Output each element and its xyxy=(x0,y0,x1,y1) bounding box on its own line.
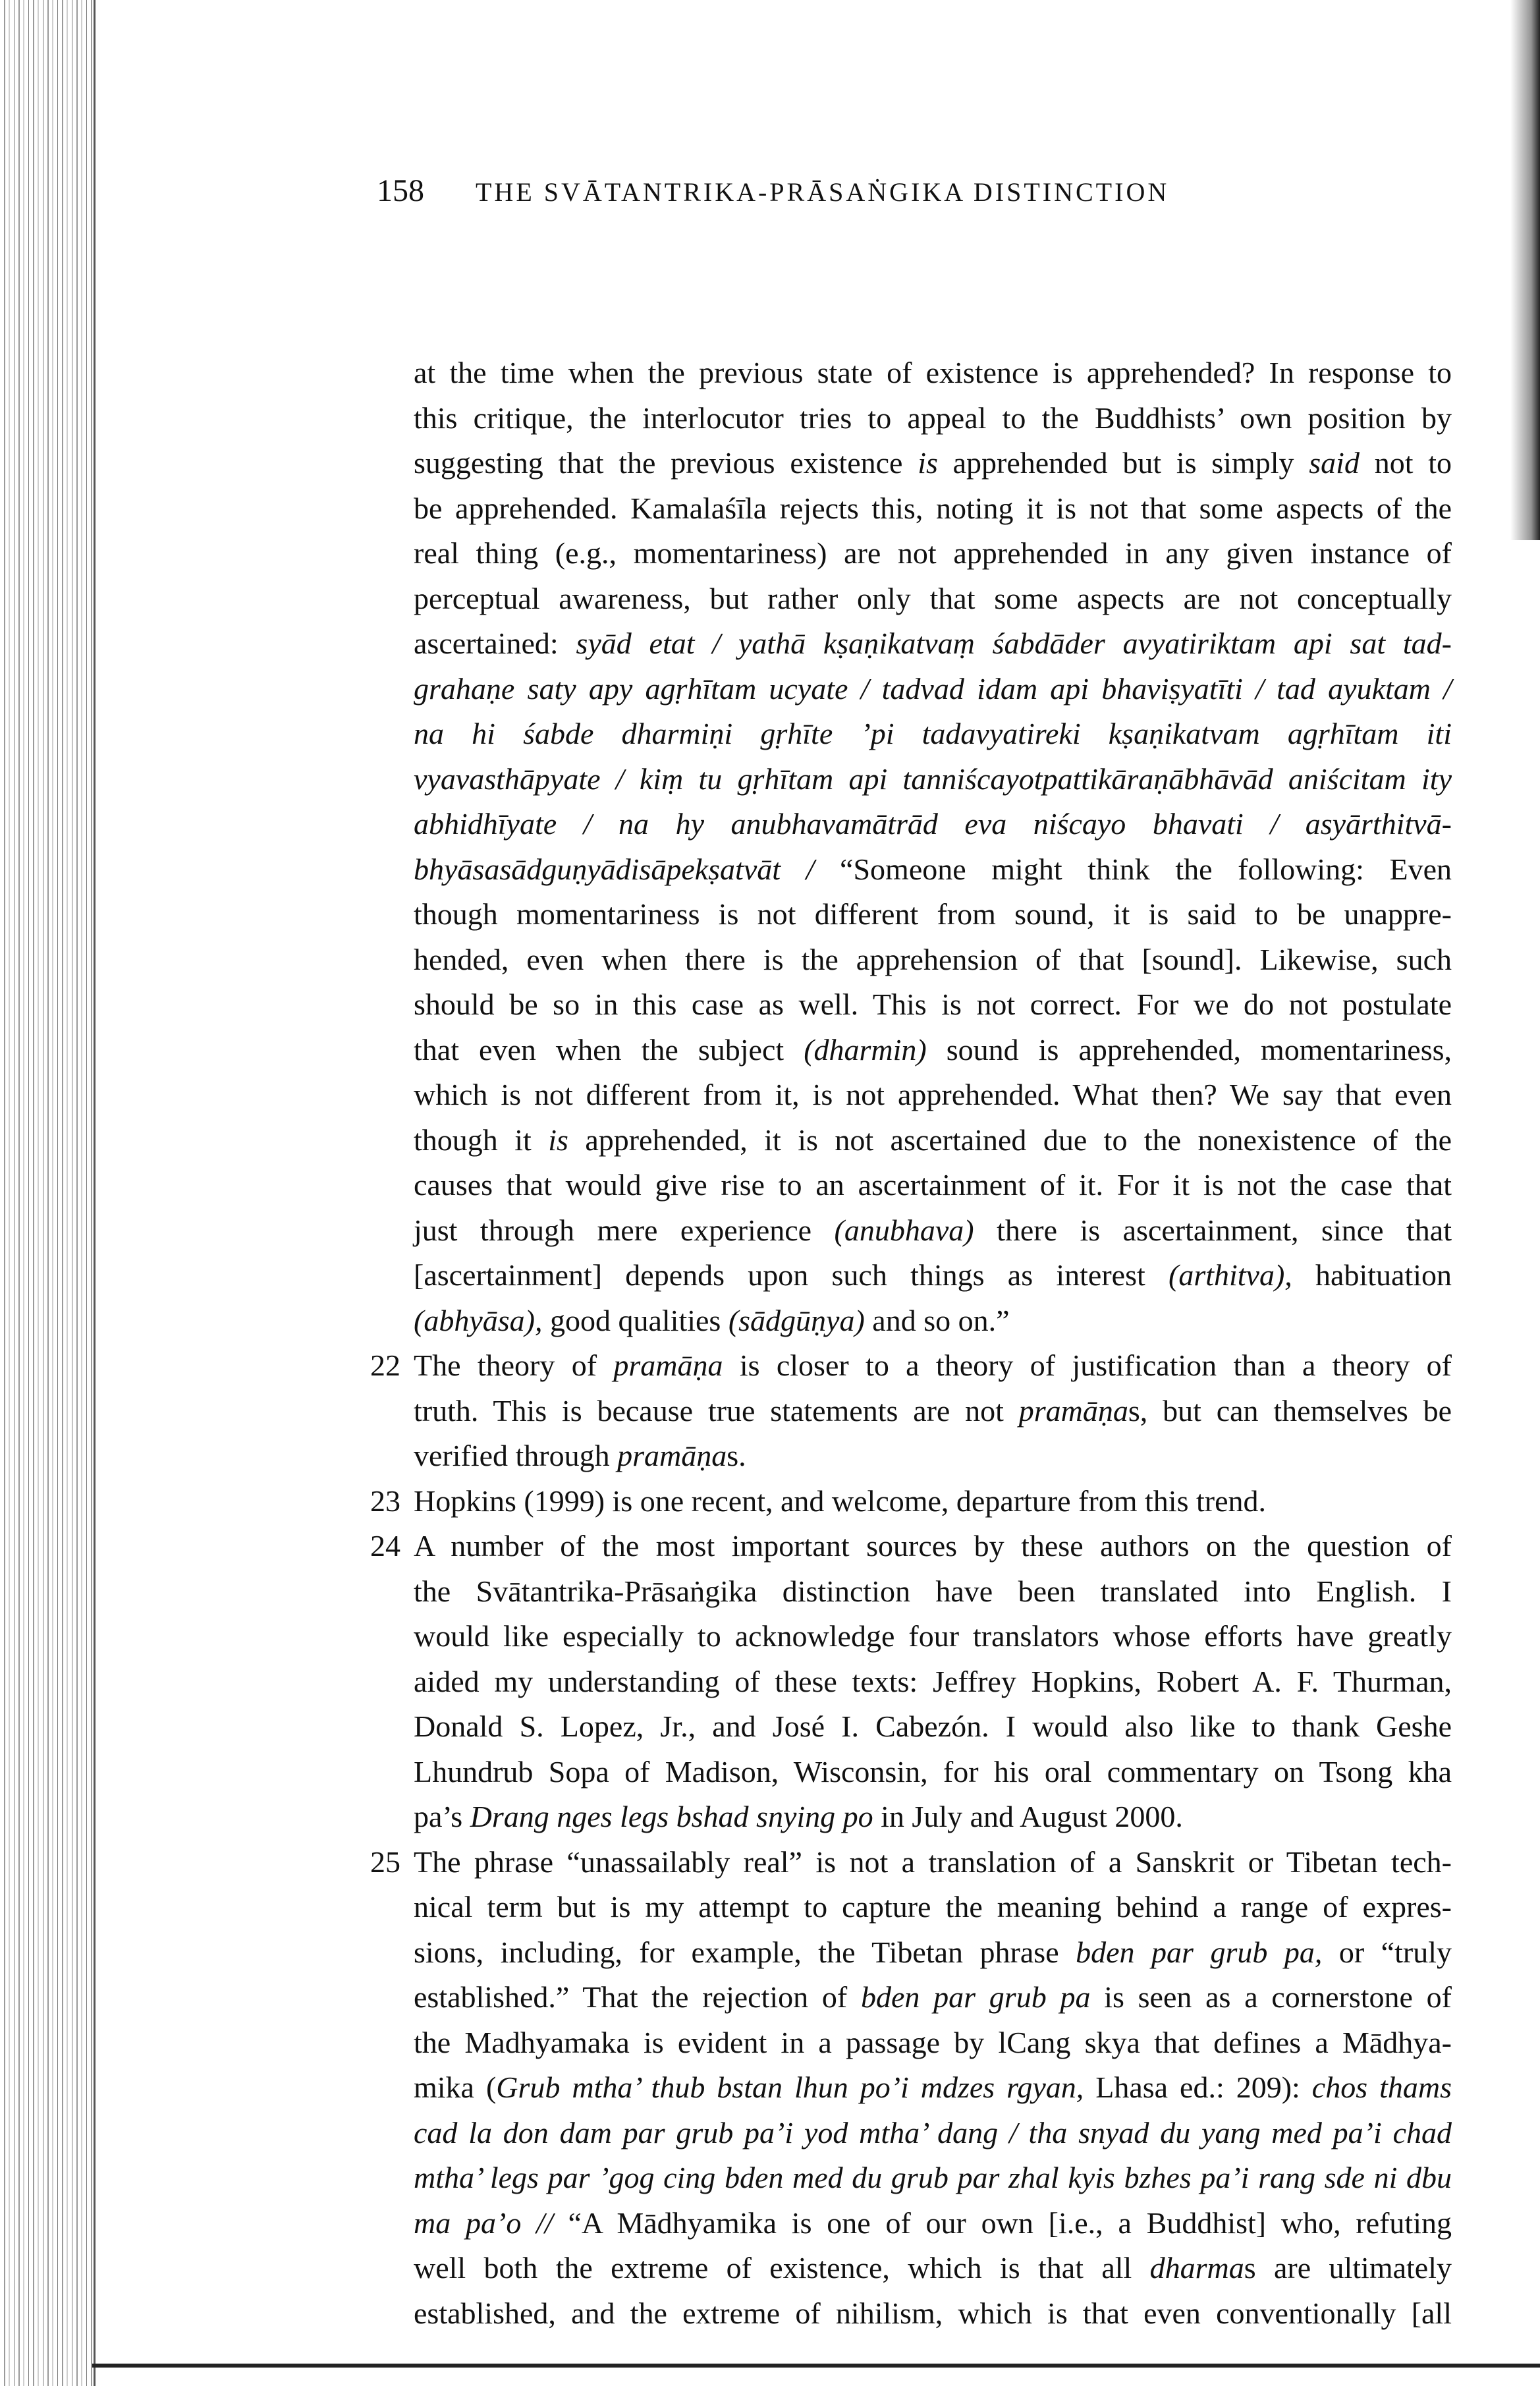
text-line xyxy=(414,2246,1452,2291)
text-line xyxy=(414,1298,1452,1344)
text-run: would like especially to acknowledge four translators whose efforts have greatly xyxy=(414,1619,1452,1653)
italic-text: ma pa’o // xyxy=(414,2206,568,2240)
text-run: pa’s xyxy=(414,1800,470,1833)
text-run: “Someone might think the following: Even xyxy=(840,852,1452,886)
italic-text: abhidhīyate / na hy anubhavamātrād eva niścayo bhavati / asyārthitvā- xyxy=(414,807,1452,841)
text-line xyxy=(414,576,1452,622)
text-line xyxy=(414,2111,1452,2156)
text-run: real thing (e.g., momentariness) are not apprehended in any given instance of xyxy=(414,536,1452,570)
text-run: apprehended but is simply xyxy=(937,446,1309,480)
text-line xyxy=(414,1930,1452,1976)
text-line xyxy=(414,1704,1452,1750)
text-run: established, and the extreme of nihilism, which is that even conventionally [all xyxy=(414,2296,1452,2330)
text-line xyxy=(414,2201,1452,2246)
italic-text: is xyxy=(918,446,938,480)
italic-text: bden par grub pa, xyxy=(1076,1935,1323,1969)
text-run: the Madhyamaka is evident in a passage by lCang skya that defines a Mādhya- xyxy=(414,2025,1452,2059)
italic-text: Grub mtha’ thub bstan lhun po’i mdzes rgyan, xyxy=(496,2070,1084,2104)
text-line xyxy=(370,1524,1452,1569)
text-run: not to xyxy=(1359,446,1452,480)
text-line xyxy=(414,1028,1452,1073)
text-run: in July and August 2000. xyxy=(873,1800,1183,1833)
scan-binding-edge xyxy=(0,0,96,2386)
italic-text: mtha’ legs par ’gog cing bden med du grub par zhal kyis bzhes pa’i rang sde ni dbu xyxy=(414,2161,1452,2194)
text-run: be apprehended. Kamalaśīla rejects this, noting it is not that some aspects of the xyxy=(414,491,1452,525)
italic-text: dharma xyxy=(1149,2251,1244,2285)
text-run: aided my understanding of these texts: Jeffrey Hopkins, Robert A. F. Thurman, xyxy=(414,1664,1452,1698)
text-run: there is ascertainment, since that xyxy=(974,1213,1452,1247)
text-line xyxy=(414,1614,1452,1659)
note-number: 24 xyxy=(370,1529,400,1563)
text-run: perceptual awareness, but rather only that some aspects are not conceptually xyxy=(414,581,1452,615)
text-run: sound is apprehended, momentariness, xyxy=(926,1032,1452,1067)
text-run: established.” That the rejection of xyxy=(414,1980,861,2014)
text-run: this critique, the interlocutor tries to appeal to the Buddhists’ own position by xyxy=(414,401,1452,435)
text-run: or “truly xyxy=(1322,1935,1452,1969)
italic-text: (abhyāsa), xyxy=(414,1303,543,1337)
text-run: apprehended, it is not ascertained due to the nonexistence of the xyxy=(568,1123,1452,1157)
italic-text: is xyxy=(548,1123,568,1157)
italic-text: grahaṇe saty apy agṛhītam ucyate / tadvad idam api bhaviṣyatīti / tad ayuktam / xyxy=(414,671,1452,706)
text-run: Hopkins (1999) is one recent, and welcome, departure from this trend. xyxy=(414,1484,1266,1518)
text-line xyxy=(414,847,1452,893)
text-run: well both the extreme of existence, which is that all xyxy=(414,2251,1150,2285)
italic-text: chos thams xyxy=(1311,2070,1452,2104)
text-line xyxy=(414,531,1452,576)
note-number: 23 xyxy=(370,1484,400,1518)
text-line xyxy=(414,1163,1452,1208)
text-line xyxy=(370,1343,1452,1389)
text-run: nical term but is my attempt to capture the meaning behind a range of expres- xyxy=(414,1890,1452,1924)
text-line xyxy=(414,1433,1452,1479)
text-run: good qualities xyxy=(542,1303,729,1337)
text-run: is seen as a cornerstone of xyxy=(1090,1980,1452,2014)
text-line xyxy=(414,1569,1452,1615)
text-line xyxy=(414,937,1452,983)
italic-text: (arthitva), xyxy=(1169,1258,1292,1292)
text-run: s, but can themselves be xyxy=(1128,1393,1452,1428)
text-line xyxy=(414,711,1452,757)
text-run: is closer to a theory of justification than a theory of xyxy=(723,1348,1452,1382)
text-run: just through mere experience xyxy=(414,1213,835,1247)
text-run: habituation xyxy=(1292,1258,1452,1292)
text-run: s are ultimately xyxy=(1244,2251,1452,2285)
text-run: ascertained: xyxy=(414,626,576,660)
text-line xyxy=(414,2020,1452,2066)
text-line xyxy=(414,757,1452,802)
text-line xyxy=(414,982,1452,1028)
italic-text: pramāṇa xyxy=(617,1439,727,1472)
text-run: though it xyxy=(414,1123,549,1157)
text-line xyxy=(414,802,1452,847)
page-edge-shadow xyxy=(1510,0,1540,540)
text-line xyxy=(414,1794,1452,1840)
endnote-24 xyxy=(370,1524,1452,1840)
italic-text: bhyāsasādguṇyādisāpekṣatvāt / xyxy=(414,852,840,886)
text-line xyxy=(414,2065,1452,2111)
text-run: The phrase “unassailably real” is not a translation of a Sanskrit or Tibetan tech- xyxy=(414,1845,1452,1879)
text-line xyxy=(414,892,1452,937)
page-number: 158 xyxy=(377,173,424,208)
text-run: should be so in this case as well. This is not correct. For we do not postulate xyxy=(414,987,1452,1021)
italic-text: na hi śabde dharmiṇi gṛhīte ’pi tadavyatireki kṣaṇikatvam agṛhītam iti xyxy=(414,717,1452,750)
note-number: 22 xyxy=(370,1348,400,1382)
text-run: Lhasa ed.: 209): xyxy=(1084,2070,1312,2104)
text-run: causes that would give rise to an ascertainment of it. For it is not the case that xyxy=(414,1168,1452,1202)
italic-text: (anubhava) xyxy=(834,1213,974,1247)
text-line xyxy=(414,2155,1452,2201)
italic-text: pramāṇa xyxy=(1018,1393,1128,1428)
text-line xyxy=(414,1885,1452,1930)
italic-text: (dharmin) xyxy=(804,1032,927,1067)
text-run: “A Mādhyamika is one of our own [i.e., a Buddhist] who, refuting xyxy=(568,2206,1452,2240)
text-run: Lhundrub Sopa of Madison, Wisconsin, for his oral commentary on Tsong kha xyxy=(414,1754,1452,1789)
text-run: Donald S. Lopez, Jr., and José I. Cabezón. I would also like to thank Geshe xyxy=(414,1709,1452,1743)
italic-text: said xyxy=(1309,446,1360,480)
text-line xyxy=(370,1840,1452,1885)
text-line xyxy=(414,441,1452,486)
text-run: s. xyxy=(727,1439,746,1472)
text-run: suggesting that the previous existence xyxy=(414,446,918,480)
text-line xyxy=(414,486,1452,532)
text-line xyxy=(414,621,1452,667)
text-run: sions, including, for example, the Tibetan phrase xyxy=(414,1935,1076,1969)
endnote-continuation xyxy=(414,350,1452,1343)
text-line xyxy=(414,1072,1452,1118)
text-line xyxy=(414,1253,1452,1298)
text-run: mika ( xyxy=(414,2070,497,2104)
endnote-23 xyxy=(370,1479,1452,1524)
text-line xyxy=(414,1975,1452,2020)
endnote-22 xyxy=(370,1343,1452,1479)
text-line xyxy=(414,1118,1452,1163)
italic-text: bden par grub pa xyxy=(860,1980,1091,2014)
text-line xyxy=(414,1750,1452,1795)
text-line xyxy=(414,1208,1452,1254)
text-run: which is not different from it, is not apprehended. What then? We say that even xyxy=(414,1078,1452,1111)
scan-bottom-edge xyxy=(92,2364,1540,2368)
text-line xyxy=(414,350,1452,396)
italic-text: Drang nges legs bshad snying po xyxy=(470,1800,873,1833)
text-line xyxy=(414,396,1452,441)
italic-text: (sādgūṇya) xyxy=(728,1303,865,1337)
text-run: verified through xyxy=(414,1439,618,1472)
text-run: [ascertainment] depends upon such things as interest xyxy=(414,1258,1169,1292)
italic-text: vyavasthāpyate / kiṃ tu gṛhītam api tanniścayotpattikāraṇābhāvād aniścitam ity xyxy=(414,762,1452,796)
text-run: The theory of xyxy=(414,1348,614,1382)
text-line xyxy=(414,2291,1452,2337)
text-run: at the time when the previous state of existence is apprehended? In response to xyxy=(414,356,1452,389)
text-run: and so on.” xyxy=(864,1303,1010,1337)
text-run: the Svātantrika-Prāsaṅgika distinction have been translated into English. I xyxy=(414,1574,1452,1608)
text-line xyxy=(414,1659,1452,1705)
text-run: that even when the subject xyxy=(414,1032,804,1067)
text-run: hended, even when there is the apprehension of that [sound]. Likewise, such xyxy=(414,942,1452,976)
italic-text: cad la don dam par grub pa’i yod mtha’ dang / tha snyad du yang med pa’i chad xyxy=(414,2115,1452,2150)
running-title: THE SVĀTANTRIKA-PRĀSAṄGIKA DISTINCTION xyxy=(476,177,1170,207)
italic-text: pramāṇa xyxy=(613,1348,723,1382)
endnote-25 xyxy=(370,1840,1452,2337)
text-line xyxy=(414,667,1452,712)
text-run: though momentariness is not different from sound, it is said to be unappre- xyxy=(414,897,1452,931)
text-line xyxy=(370,1479,1452,1524)
text-run: A number of the most important sources by these authors on the question of xyxy=(414,1529,1452,1563)
text-line xyxy=(414,1389,1452,1434)
text-run: truth. This is because true statements are not xyxy=(414,1393,1019,1428)
italic-text: syād etat / yathā kṣaṇikatvaṃ śabdāder avyatiriktam api sat tad- xyxy=(576,626,1452,660)
note-number: 25 xyxy=(370,1845,400,1879)
endnotes-body xyxy=(370,350,1452,2336)
